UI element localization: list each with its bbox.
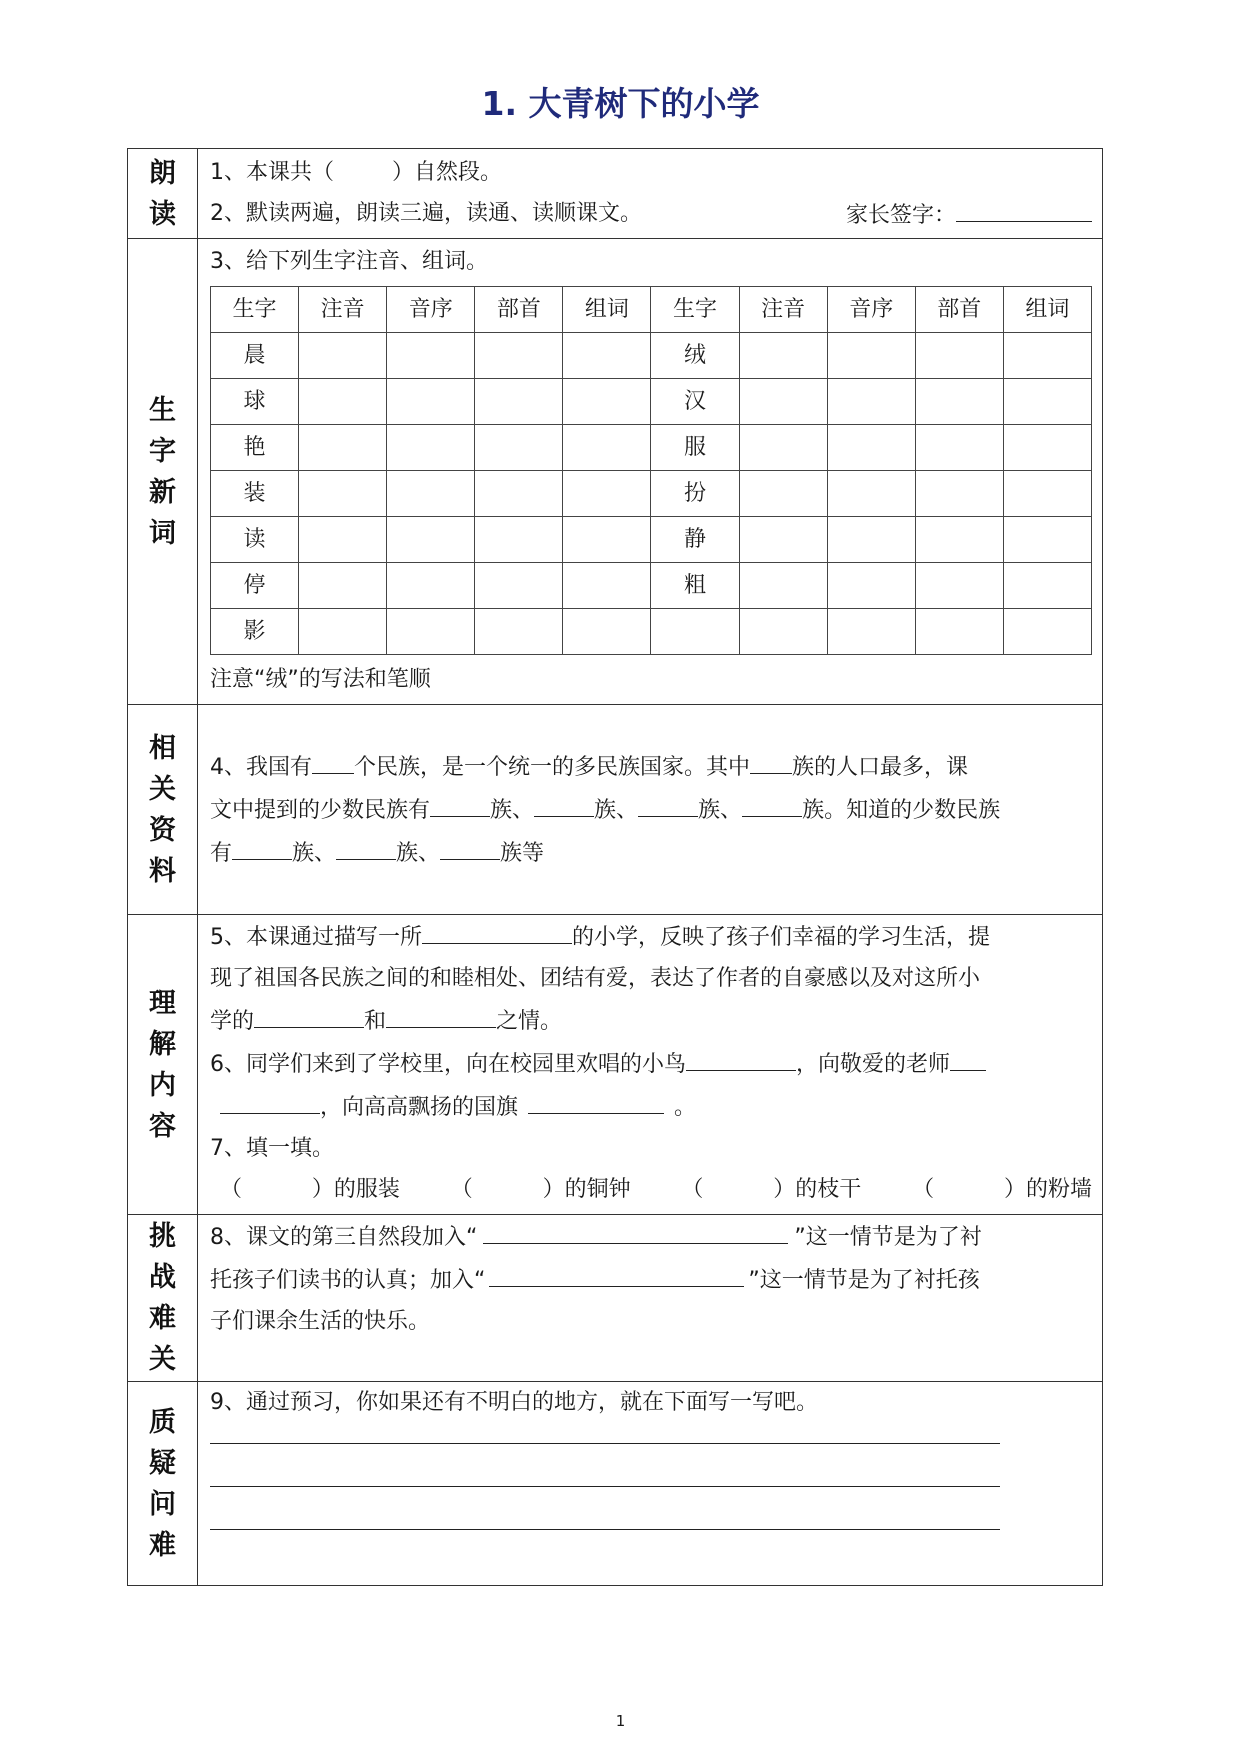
blank[interactable] <box>336 831 396 860</box>
table-row: 读 静 <box>211 517 1092 563</box>
section-label-new-words: 生 字 新 词 <box>128 239 198 705</box>
table-row: 装 扮 <box>211 471 1092 517</box>
blank[interactable] <box>232 831 292 860</box>
blank[interactable] <box>440 831 500 860</box>
question-2: 2、默读两遍，朗读三遍，读通、读顺课文。 家长签字： <box>210 193 1092 234</box>
characters-table <box>210 286 1092 655</box>
table-row: 艳 服 <box>211 425 1092 471</box>
question-7: 7、填一填。 <box>210 1136 334 1161</box>
answer-line[interactable] <box>210 1423 1000 1444</box>
section-new-words <box>128 239 1103 705</box>
blank[interactable] <box>254 999 364 1028</box>
section-reading <box>128 149 1103 239</box>
question-3: 3、给下列生字注音、组词。 <box>210 249 488 274</box>
blank[interactable] <box>534 788 594 817</box>
question-4-line-2: 文中提到的少数民族有 族、 族、 族、 族。知道的少数民族 <box>210 788 1092 831</box>
question-4-line-1: 4、我国有 个民族，是一个统一的多民族国家。其中 族的人口最多，课 <box>210 745 1092 788</box>
blank[interactable] <box>686 1042 796 1071</box>
section-label-understanding: 理 解 内 容 <box>128 915 198 1215</box>
section-questions <box>128 1382 1103 1586</box>
section-challenge <box>128 1215 1103 1382</box>
table-header-row: 生字 注音 音序 部首 组词 生字 注音 音序 部首 组词 <box>211 287 1092 333</box>
question-5-line-3: 学的 和 之情。 <box>210 999 1092 1042</box>
table-row: 停 粗 <box>211 563 1092 609</box>
blank[interactable] <box>483 1215 788 1244</box>
section-understanding <box>128 915 1103 1215</box>
blank[interactable] <box>312 745 354 774</box>
blank[interactable] <box>430 788 490 817</box>
answer-line[interactable] <box>210 1444 1000 1487</box>
section-label-materials: 相 关 资 料 <box>128 705 198 915</box>
fill-item[interactable]: （ ）的服装 <box>220 1177 400 1202</box>
question-5-line-2: 现了祖国各民族之间的和睦相处、团结有爱，表达了作者的自豪感以及对这所小 <box>210 966 981 991</box>
table-row: 球 汉 <box>211 379 1092 425</box>
question-6-line-1: 6、同学们来到了学校里，向在校园里欢唱的小鸟 ，向敬爱的老师 <box>210 1042 1092 1085</box>
parent-signature: 家长签字： <box>846 193 1092 236</box>
blank[interactable] <box>386 999 496 1028</box>
blank[interactable] <box>422 915 572 944</box>
section-label-challenge: 挑 战 难 关 <box>128 1215 198 1382</box>
section-label-questions: 质 疑 问 难 <box>128 1382 198 1586</box>
question-8-line-3: 子们课余生活的快乐。 <box>210 1309 431 1334</box>
question-4-line-3: 有 族、 族、 族等 <box>210 831 1092 874</box>
question-8-line-1: 8、课文的第三自然段加入“ ”这一情节是为了衬 <box>210 1215 1092 1258</box>
blank[interactable] <box>638 788 698 817</box>
blank[interactable] <box>742 788 802 817</box>
section-materials <box>128 705 1103 915</box>
worksheet-table <box>127 148 1103 1586</box>
blank[interactable] <box>528 1085 664 1114</box>
page-number: 1 <box>615 1712 626 1730</box>
table-row: 影 <box>211 609 1092 655</box>
table-row: 晨 绒 <box>211 333 1092 379</box>
signature-blank[interactable] <box>956 193 1092 222</box>
answer-line[interactable] <box>210 1487 1000 1530</box>
question-9: 9、通过预习，你如果还有不明白的地方，就在下面写一写吧。 <box>210 1390 818 1415</box>
fill-item[interactable]: （ ）的粉墙 <box>912 1177 1092 1202</box>
question-1: 1、本课共（ ）自然段。 <box>210 151 1092 193</box>
fill-item[interactable]: （ ）的铜钟 <box>450 1177 631 1202</box>
blank[interactable] <box>220 1085 320 1114</box>
section-label-reading: 朗 读 <box>128 149 198 239</box>
question-8-line-2: 托孩子们读书的认真；加入“ ”这一情节是为了衬托孩 <box>210 1258 1092 1301</box>
fill-item[interactable]: （ ）的枝干 <box>681 1177 862 1202</box>
blank[interactable] <box>489 1258 744 1287</box>
blank[interactable] <box>950 1042 986 1071</box>
blank[interactable] <box>750 745 792 774</box>
question-5-line-1: 5、本课通过描写一所 的小学，反映了孩子们幸福的学习生活，提 <box>210 915 1092 958</box>
stroke-order-note: 注意“绒”的写法和笔顺 <box>210 667 431 692</box>
question-6-line-2: ，向高高飘扬的国旗 。 <box>210 1085 1092 1128</box>
page-title: 1. 大青树下的小学 <box>481 84 760 123</box>
blank[interactable] <box>334 151 392 179</box>
question-7-items <box>210 1169 1092 1210</box>
